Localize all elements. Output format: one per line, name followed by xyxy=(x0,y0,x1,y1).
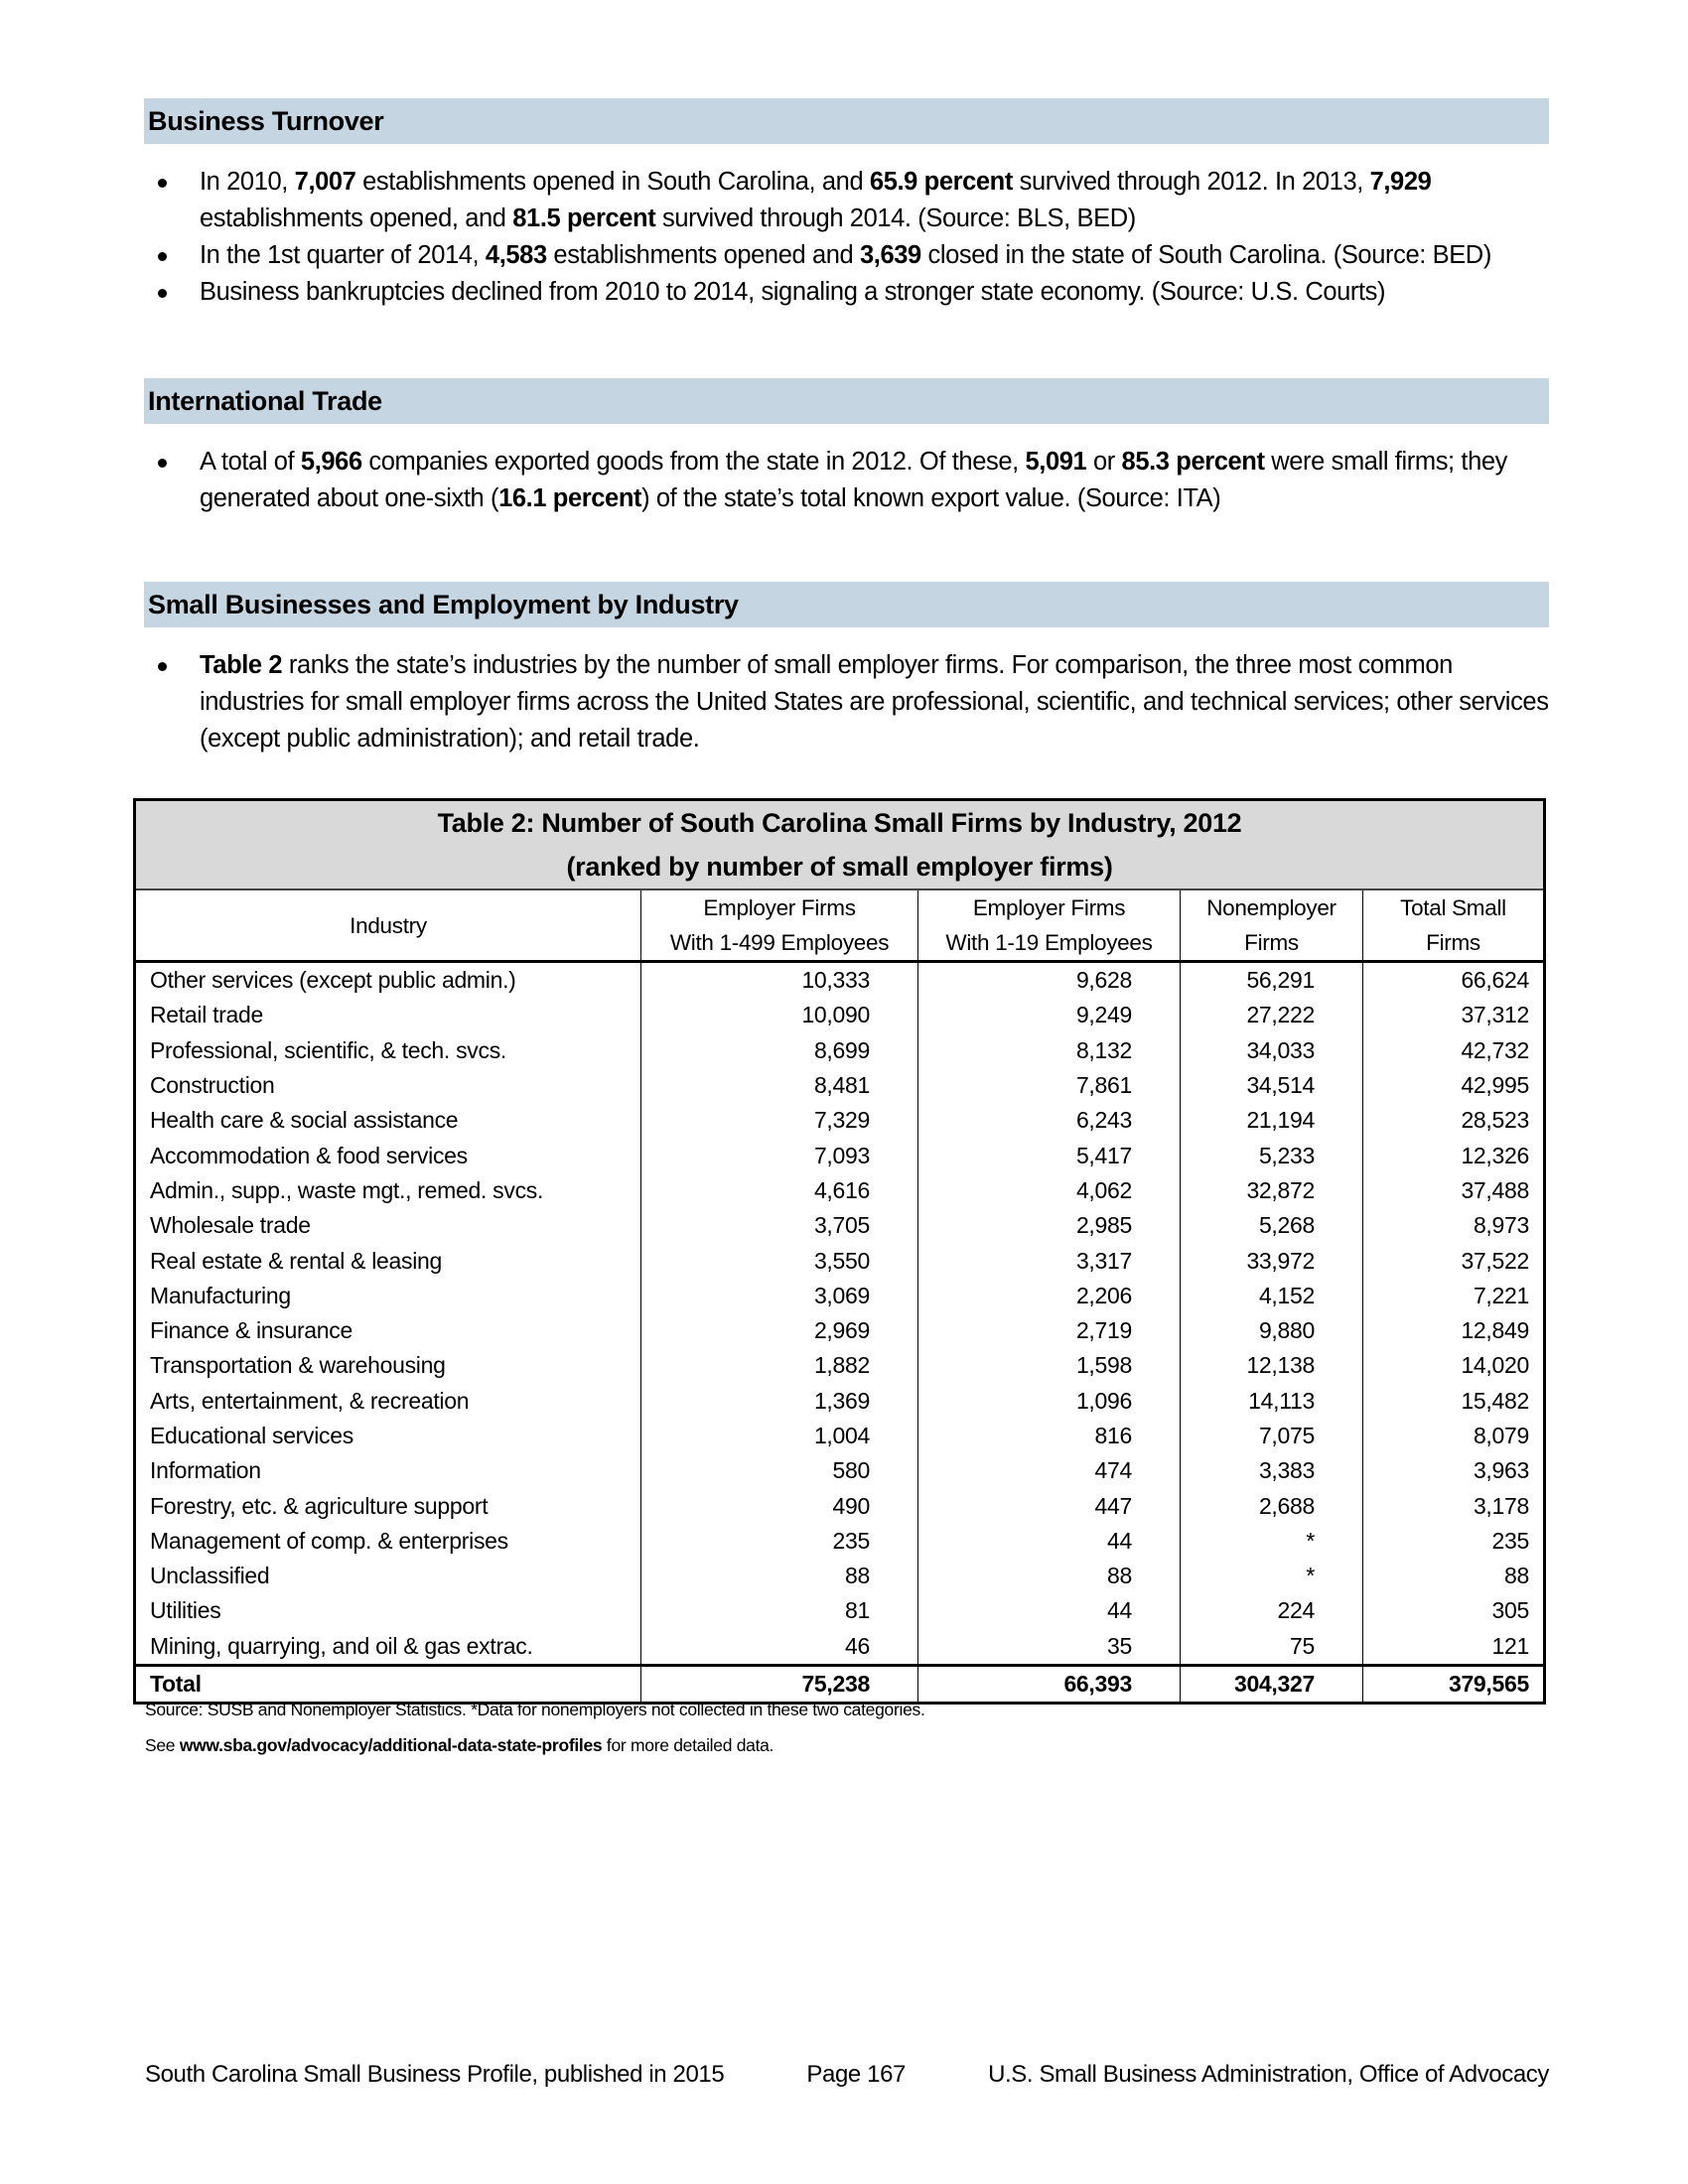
cell-emp-1-499: 46 xyxy=(641,1629,918,1666)
table-row xyxy=(135,1208,1545,1243)
cell-industry: Utilities xyxy=(135,1593,641,1628)
cell-total-small: 121 xyxy=(1363,1629,1545,1666)
cell-nonemployer: 9,880 xyxy=(1181,1313,1363,1348)
cell-emp-1-499: 10,333 xyxy=(641,962,918,999)
footer-page-number: Page 167 xyxy=(806,2061,906,2088)
cell-industry: Construction xyxy=(135,1068,641,1103)
bullet-icon xyxy=(158,289,167,298)
cell-industry: Transportation & warehousing xyxy=(135,1348,641,1383)
cell-emp-1-499: 3,069 xyxy=(641,1279,918,1313)
cell-industry: Manufacturing xyxy=(135,1279,641,1313)
cell-nonemployer: * xyxy=(1181,1524,1363,1559)
table-total-row xyxy=(135,1665,1545,1703)
cell-total-small: 8,079 xyxy=(1363,1419,1545,1453)
table-title-row xyxy=(135,800,1545,890)
cell-emp-1-499: 490 xyxy=(641,1488,918,1523)
list-item: Table 2 ranks the state’s industries by the number of small employer firms. For comparison, the three most common industries for small employer firms across the United States are professional, scientific, and technical services; other services (except public administration); and retail trade. xyxy=(144,647,1549,757)
cell-industry: Professional, scientific, & tech. svcs. xyxy=(135,1033,641,1068)
cell-emp-1-19: 2,719 xyxy=(918,1313,1181,1348)
cell-emp-1-499: 75,238 xyxy=(641,1665,918,1703)
cell-emp-1-19: 4,062 xyxy=(918,1173,1181,1208)
section-header-business-turnover: Business Turnover xyxy=(144,98,1549,144)
column-header-total-small: Total Small xyxy=(1363,889,1545,925)
cell-emp-1-499: 1,004 xyxy=(641,1419,918,1453)
section-header-international-trade: International Trade xyxy=(144,378,1549,424)
cell-industry: Management of comp. & enterprises xyxy=(135,1524,641,1559)
cell-nonemployer: * xyxy=(1181,1559,1363,1593)
cell-total-small: 7,221 xyxy=(1363,1279,1545,1313)
cell-total-small: 14,020 xyxy=(1363,1348,1545,1383)
cell-industry: Wholesale trade xyxy=(135,1208,641,1243)
small-firms-by-industry-table xyxy=(133,798,1546,1705)
cell-emp-1-19: 9,628 xyxy=(918,962,1181,999)
cell-total-small: 42,995 xyxy=(1363,1068,1545,1103)
cell-total-small: 88 xyxy=(1363,1559,1545,1593)
table-row xyxy=(135,1313,1545,1348)
cell-nonemployer: 32,872 xyxy=(1181,1173,1363,1208)
cell-nonemployer: 14,113 xyxy=(1181,1384,1363,1419)
cell-nonemployer: 21,194 xyxy=(1181,1103,1363,1138)
cell-total-small: 37,488 xyxy=(1363,1173,1545,1208)
cell-emp-1-499: 3,550 xyxy=(641,1243,918,1278)
cell-emp-1-499: 4,616 xyxy=(641,1173,918,1208)
cell-nonemployer: 224 xyxy=(1181,1593,1363,1628)
cell-industry: Retail trade xyxy=(135,998,641,1032)
bullet-icon xyxy=(158,252,167,261)
cell-industry: Accommodation & food services xyxy=(135,1138,641,1172)
cell-emp-1-499: 2,969 xyxy=(641,1313,918,1348)
cell-nonemployer: 4,152 xyxy=(1181,1279,1363,1313)
table-title: Table 2: Number of South Carolina Small Firms by Industry, 2012 (ranked by number of small employer firms) xyxy=(135,800,1545,890)
cell-total-small: 28,523 xyxy=(1363,1103,1545,1138)
cell-total-small: 305 xyxy=(1363,1593,1545,1628)
page-footer xyxy=(145,2061,1549,2089)
table-row xyxy=(135,1068,1545,1103)
cell-emp-1-19: 816 xyxy=(918,1419,1181,1453)
cell-total-small: 12,849 xyxy=(1363,1313,1545,1348)
table-row xyxy=(135,998,1545,1032)
list-item: A total of 5,966 companies exported goods from the state in 2012. Of these, 5,091 or 85.3 percent were small firms; they generated about one-sixth (16.1 percent) of the state’s total known export value. (Source: ITA) xyxy=(144,444,1549,517)
cell-nonemployer: 75 xyxy=(1181,1629,1363,1666)
cell-nonemployer: 27,222 xyxy=(1181,998,1363,1032)
table-row xyxy=(135,1488,1545,1523)
cell-emp-1-499: 3,705 xyxy=(641,1208,918,1243)
more-data-link[interactable]: www.sba.gov/advocacy/additional-data-state-profiles xyxy=(179,1735,603,1755)
cell-total-small: 37,312 xyxy=(1363,998,1545,1032)
cell-emp-1-499: 8,699 xyxy=(641,1033,918,1068)
cell-total-small: 3,178 xyxy=(1363,1488,1545,1523)
column-header-emp-1-19: Employer Firms xyxy=(918,889,1181,925)
list-item: Business bankruptcies declined from 2010 to 2014, signaling a stronger state economy. (Source: U.S. Courts) xyxy=(144,274,1549,311)
cell-total-small: 12,326 xyxy=(1363,1138,1545,1172)
cell-emp-1-499: 81 xyxy=(641,1593,918,1628)
table-row xyxy=(135,1173,1545,1208)
cell-emp-1-19: 9,249 xyxy=(918,998,1181,1032)
cell-nonemployer: 34,514 xyxy=(1181,1068,1363,1103)
cell-emp-1-19: 44 xyxy=(918,1524,1181,1559)
cell-industry: Admin., supp., waste mgt., remed. svcs. xyxy=(135,1173,641,1208)
cell-emp-1-19: 447 xyxy=(918,1488,1181,1523)
cell-total-small: 42,732 xyxy=(1363,1033,1545,1068)
cell-emp-1-499: 7,093 xyxy=(641,1138,918,1172)
cell-nonemployer: 304,327 xyxy=(1181,1665,1363,1703)
cell-total-small: 379,565 xyxy=(1363,1665,1545,1703)
cell-nonemployer: 56,291 xyxy=(1181,962,1363,999)
cell-emp-1-19: 8,132 xyxy=(918,1033,1181,1068)
cell-industry: Finance & insurance xyxy=(135,1313,641,1348)
cell-emp-1-499: 235 xyxy=(641,1524,918,1559)
international-trade-list xyxy=(144,444,1549,517)
cell-emp-1-19: 2,206 xyxy=(918,1279,1181,1313)
more-data-note: See www.sba.gov/advocacy/additional-data-state-profiles for more detailed data. xyxy=(145,1735,774,1755)
cell-emp-1-19: 6,243 xyxy=(918,1103,1181,1138)
column-subheader-total-small: Firms xyxy=(1363,925,1545,962)
cell-industry: Other services (except public admin.) xyxy=(135,962,641,999)
cell-total-small: 235 xyxy=(1363,1524,1545,1559)
cell-emp-1-19: 3,317 xyxy=(918,1243,1181,1278)
bullet-icon xyxy=(158,459,167,468)
cell-nonemployer: 2,688 xyxy=(1181,1488,1363,1523)
cell-emp-1-19: 2,985 xyxy=(918,1208,1181,1243)
column-header-emp-1-499: Employer Firms xyxy=(641,889,918,925)
cell-emp-1-499: 580 xyxy=(641,1453,918,1488)
cell-total-small: 66,624 xyxy=(1363,962,1545,999)
column-subheader-emp-1-19: With 1-19 Employees xyxy=(918,925,1181,962)
column-subheader-nonemployer: Firms xyxy=(1181,925,1363,962)
cell-emp-1-499: 1,882 xyxy=(641,1348,918,1383)
cell-emp-1-499: 10,090 xyxy=(641,998,918,1032)
cell-industry: Mining, quarrying, and oil & gas extrac. xyxy=(135,1629,641,1666)
cell-industry: Forestry, etc. & agriculture support xyxy=(135,1488,641,1523)
cell-emp-1-19: 1,598 xyxy=(918,1348,1181,1383)
table-row xyxy=(135,962,1545,999)
cell-total-small: 3,963 xyxy=(1363,1453,1545,1488)
table-row xyxy=(135,1348,1545,1383)
cell-industry: Total xyxy=(135,1665,641,1703)
industry-list xyxy=(144,647,1549,757)
bullet-icon xyxy=(158,662,167,671)
table-row xyxy=(135,1453,1545,1488)
cell-emp-1-19: 88 xyxy=(918,1559,1181,1593)
footer-publisher: U.S. Small Business Administration, Office of Advocacy xyxy=(988,2061,1549,2088)
cell-total-small: 15,482 xyxy=(1363,1384,1545,1419)
cell-emp-1-499: 8,481 xyxy=(641,1068,918,1103)
column-header-industry: Industry xyxy=(135,889,641,962)
column-header-nonemployer: Nonemployer xyxy=(1181,889,1363,925)
cell-industry: Health care & social assistance xyxy=(135,1103,641,1138)
table-row xyxy=(135,1103,1545,1138)
business-turnover-list xyxy=(144,164,1549,311)
cell-nonemployer: 5,233 xyxy=(1181,1138,1363,1172)
list-item: In the 1st quarter of 2014, 4,583 establishments opened and 3,639 closed in the state of South Carolina. (Source: BED) xyxy=(144,237,1549,274)
cell-nonemployer: 33,972 xyxy=(1181,1243,1363,1278)
cell-nonemployer: 7,075 xyxy=(1181,1419,1363,1453)
footer-publication: South Carolina Small Business Profile, published in 2015 xyxy=(145,2061,725,2088)
column-subheader-emp-1-499: With 1-499 Employees xyxy=(641,925,918,962)
table-row xyxy=(135,1593,1545,1628)
cell-industry: Unclassified xyxy=(135,1559,641,1593)
cell-emp-1-19: 44 xyxy=(918,1593,1181,1628)
cell-industry: Information xyxy=(135,1453,641,1488)
cell-nonemployer: 3,383 xyxy=(1181,1453,1363,1488)
cell-nonemployer: 34,033 xyxy=(1181,1033,1363,1068)
cell-emp-1-19: 66,393 xyxy=(918,1665,1181,1703)
cell-nonemployer: 5,268 xyxy=(1181,1208,1363,1243)
cell-industry: Educational services xyxy=(135,1419,641,1453)
table-row xyxy=(135,1243,1545,1278)
table-row xyxy=(135,1033,1545,1068)
cell-emp-1-19: 7,861 xyxy=(918,1068,1181,1103)
section-header-small-business-by-industry: Small Businesses and Employment by Industry xyxy=(144,582,1549,627)
table-row xyxy=(135,1138,1545,1172)
table-header-row xyxy=(135,889,1545,925)
source-note: Source: SUSB and Nonemployer Statistics. *Data for nonemployers not collected in these two categories. xyxy=(145,1700,925,1719)
cell-emp-1-19: 5,417 xyxy=(918,1138,1181,1172)
cell-emp-1-499: 7,329 xyxy=(641,1103,918,1138)
cell-emp-1-499: 1,369 xyxy=(641,1384,918,1419)
table-row xyxy=(135,1419,1545,1453)
cell-emp-1-19: 474 xyxy=(918,1453,1181,1488)
table-row xyxy=(135,1629,1545,1666)
cell-industry: Arts, entertainment, & recreation xyxy=(135,1384,641,1419)
table-body xyxy=(135,962,1545,1704)
cell-total-small: 8,973 xyxy=(1363,1208,1545,1243)
cell-total-small: 37,522 xyxy=(1363,1243,1545,1278)
bullet-icon xyxy=(158,179,167,188)
table-row xyxy=(135,1559,1545,1593)
table-row xyxy=(135,1279,1545,1313)
cell-emp-1-19: 35 xyxy=(918,1629,1181,1666)
cell-emp-1-19: 1,096 xyxy=(918,1384,1181,1419)
table-row xyxy=(135,1524,1545,1559)
table-row xyxy=(135,1384,1545,1419)
cell-emp-1-499: 88 xyxy=(641,1559,918,1593)
cell-industry: Real estate & rental & leasing xyxy=(135,1243,641,1278)
list-item: In 2010, 7,007 establishments opened in South Carolina, and 65.9 percent survived through 2012. In 2013, 7,929 establishments opened, and 81.5 percent survived through 2014. (Source: BLS, BED) xyxy=(144,164,1549,237)
cell-nonemployer: 12,138 xyxy=(1181,1348,1363,1383)
